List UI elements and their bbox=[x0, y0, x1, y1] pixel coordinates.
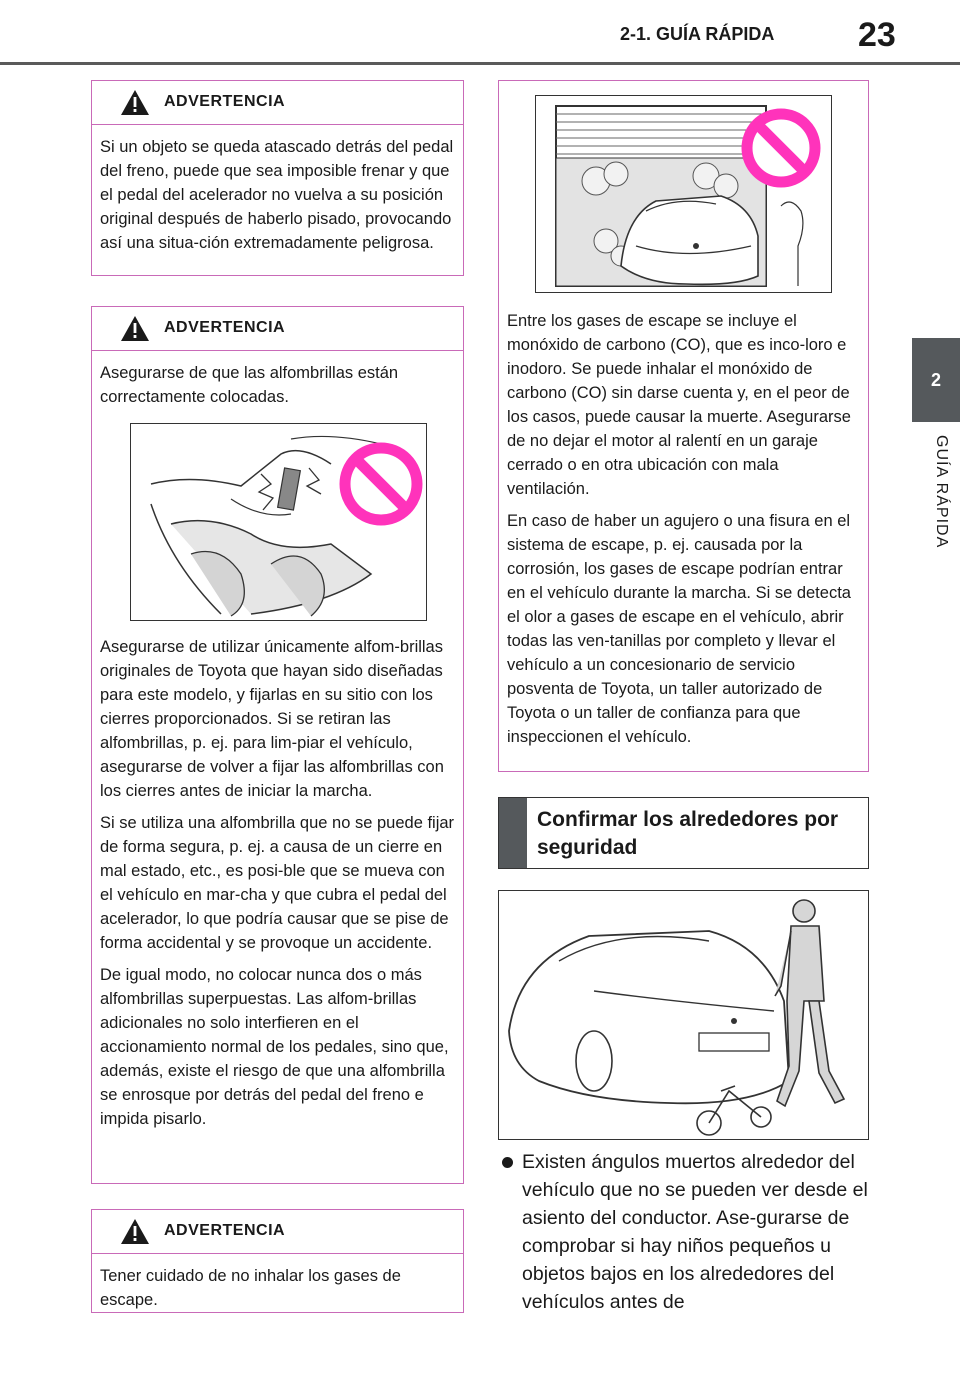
car-child-tricycle-drawing bbox=[499, 891, 867, 1138]
bullet-text: Existen ángulos muertos alrededor del vehículo que no se pueden ver desde el asiento del conductor. Ase-gurarse de comprobar si hay niños pequeños u objetos bajos en los alrededores del vehículos antes de bbox=[522, 1151, 868, 1313]
warning-title: ADVERTENCIA bbox=[164, 1222, 286, 1239]
warning-paragraph: De igual modo, no colocar nunca dos o más alfombrillas superpuestas. Las alfom-brillas adicionales no solo interfieren en el accionamiento normal de los pedales, sino que, además, existe el riesgo de que una alfombrilla se enrosque por detrás del pedal del freno e impida pisarlo. bbox=[100, 966, 449, 1128]
warning-paragraph: Si un objeto se queda atascado detrás del pedal del freno, puede que sea imposible frenar y que el pedal del acelerador no vuelva a su posición original después de haberlo pisado, provocando así una situa-ción extremadamente peligrosa. bbox=[100, 138, 454, 252]
warning-box-exhaust bbox=[91, 1209, 464, 1313]
car-in-garage-drawing bbox=[536, 96, 830, 291]
bullet-dot-icon bbox=[502, 1157, 513, 1168]
exhaust-paragraph: En caso de haber un agujero o una fisura en el sistema de escape, p. ej. causada por la corrosión, los gases de escape podrían entrar en el vehículo durante la marcha. Si se detecta el olor a gases de escape en el vehículo, abrir todas las ven-tanillas por completo y llevar el vehículo a un concesionario de servicio posventa de Toyota, un taller autorizado de Toyota o un taller de confianza para que inspeccionen el vehículo. bbox=[507, 512, 851, 746]
warning-header bbox=[92, 1210, 463, 1254]
page-number: 23 bbox=[858, 16, 896, 54]
chapter-label: GUÍA RÁPIDA bbox=[933, 435, 950, 549]
header-section-title: 2-1. GUÍA RÁPIDA bbox=[620, 24, 775, 44]
header-rule bbox=[0, 62, 960, 65]
pedal-floor-mat-drawing bbox=[131, 424, 425, 619]
warning-triangle-icon bbox=[120, 1218, 150, 1245]
warning-header bbox=[92, 307, 463, 351]
warning-triangle-icon bbox=[120, 89, 150, 116]
warning-box-brake bbox=[91, 80, 464, 276]
bullet-item bbox=[498, 1148, 868, 1316]
warning-title: ADVERTENCIA bbox=[164, 319, 286, 336]
warning-intro: Asegurarse de que las alfombrillas están correctamente colocadas. bbox=[100, 364, 399, 406]
exhaust-warning-continued bbox=[498, 80, 869, 772]
section-heading bbox=[498, 797, 869, 869]
garage-illustration bbox=[535, 95, 832, 293]
warning-box-floor-mats bbox=[91, 306, 464, 1184]
warning-paragraph: Si se utiliza una alfombrilla que no se puede fijar de forma segura, p. ej. a causa de un cierre en mal estado, etc., es posi-ble que se mueva con el vehículo en mar-cha y que cubra el pedal del acelerador, lo que podría causar que se pise de forma accidental y se provoque un accidente. bbox=[100, 814, 455, 952]
warning-paragraph: Tener cuidado de no inhalar los gases de escape. bbox=[100, 1267, 401, 1309]
floor-mat-illustration bbox=[130, 423, 427, 621]
prohibition-icon bbox=[747, 114, 815, 182]
warning-title: ADVERTENCIA bbox=[164, 93, 286, 110]
chapter-tab: 2 bbox=[912, 338, 960, 422]
warning-triangle-icon bbox=[120, 315, 150, 342]
surroundings-illustration bbox=[498, 890, 869, 1140]
exhaust-paragraph: Entre los gases de escape se incluye el monóxido de carbono (CO), que es inco-loro e inodoro. Se puede inhalar el monóxido de carbono (CO) sin darse cuenta y, en el peor de los casos, puede causar la muerte. Asegurarse de no dejar el motor al ralentí en un garaje cerrado o en otra ubicación con mala ventilación. bbox=[507, 312, 851, 498]
section-heading-title: Confirmar los alrededores por seguridad bbox=[537, 808, 839, 859]
section-heading-bar bbox=[499, 798, 527, 868]
warning-header bbox=[92, 81, 463, 125]
prohibition-icon bbox=[345, 448, 417, 520]
warning-paragraph: Asegurarse de utilizar únicamente alfom-brillas originales de Toyota que hayan sido diseñadas para este modelo, y fijarlas en su sitio con los cierres proporcionados. Si se retiran las alfombrillas, p. ej. para lim-piar el vehículo, asegurarse de volver a fijar las alfombrillas con los cierres antes de iniciar la marcha. bbox=[100, 638, 444, 800]
